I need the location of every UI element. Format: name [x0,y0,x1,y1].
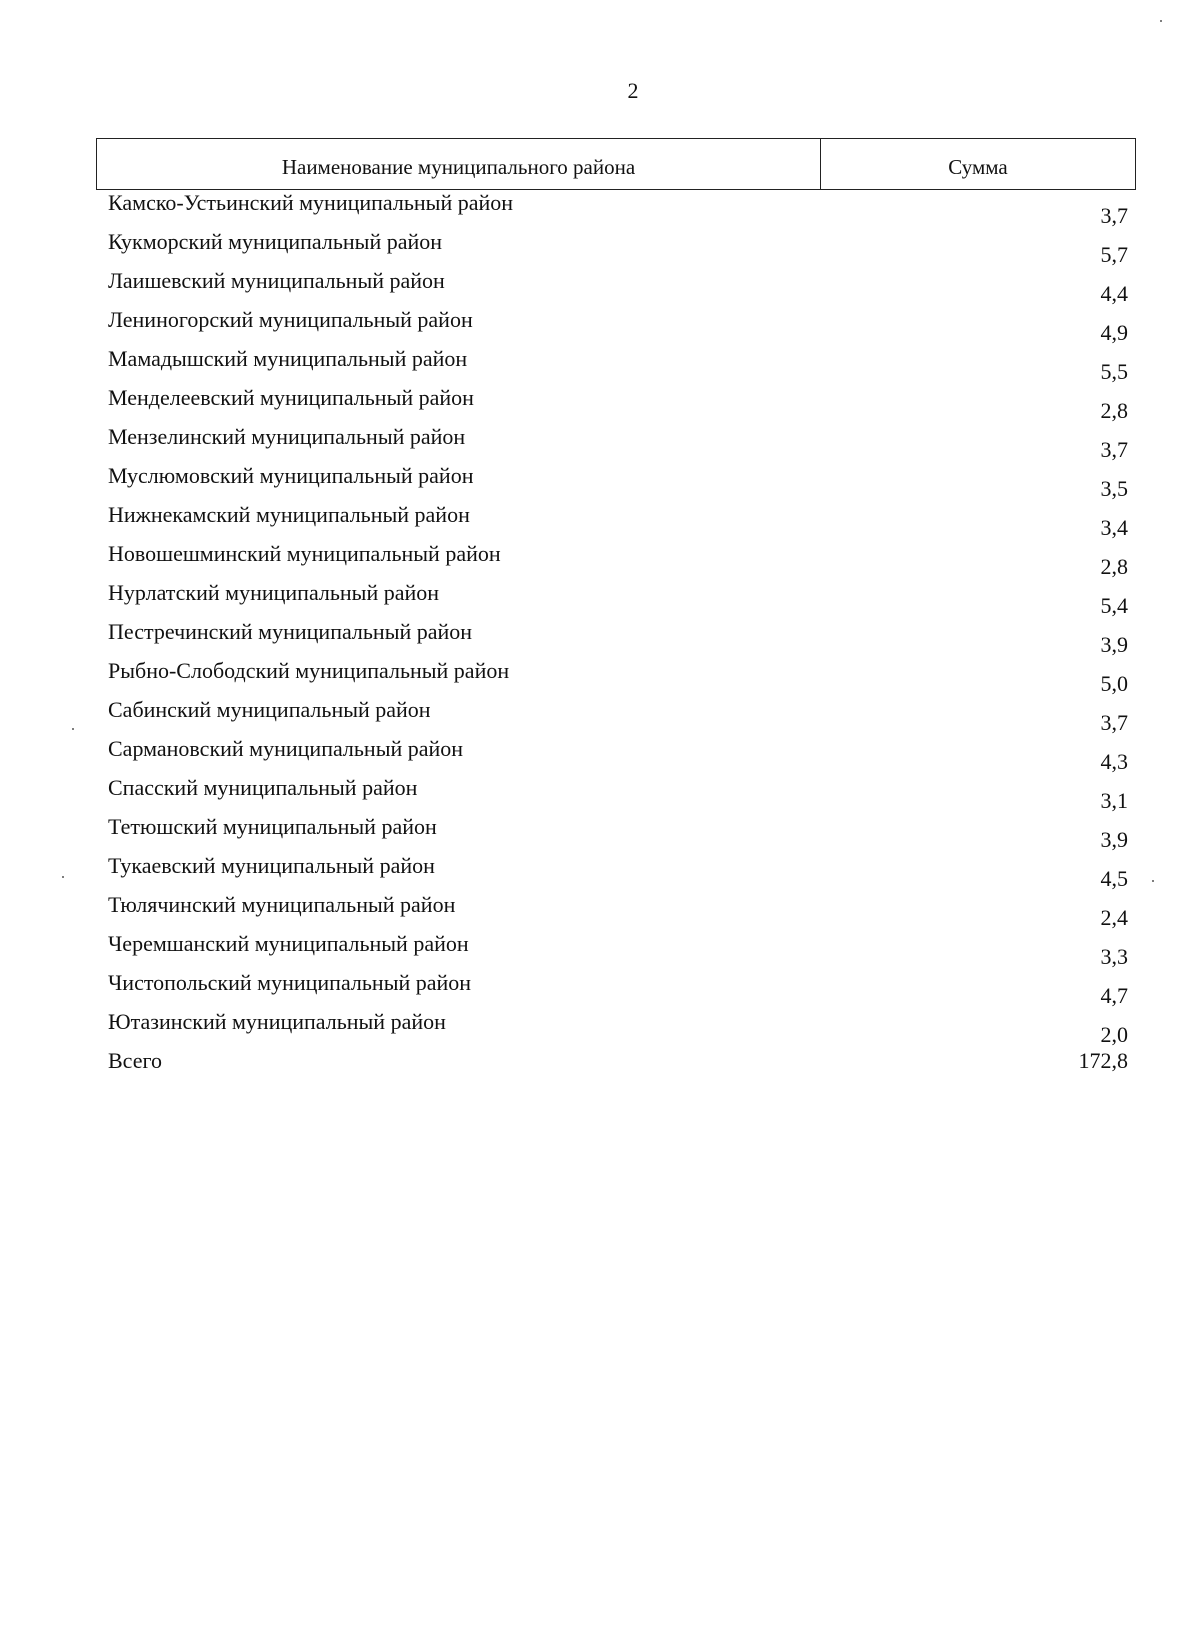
district-name: Тетюшский муниципальный район [108,814,437,839]
district-name: Рыбно-Слободский муниципальный район [108,658,510,683]
district-sum: 2,0 [1100,1022,1128,1047]
page-number: 2 [627,78,639,103]
total-label: Всего [108,1048,162,1073]
district-sum: 4,3 [1100,749,1128,774]
table-row [108,892,1128,931]
district-name: Спасский муниципальный район [108,775,418,800]
district-sum: 3,5 [1100,476,1128,501]
table-row [108,931,1128,970]
district-sum: 3,4 [1100,515,1128,540]
district-name: Мамадышский муниципальный район [108,346,468,371]
total-value: 172,8 [1078,1048,1128,1073]
district-name: Нижнекамский муниципальный район [108,502,470,527]
district-name: Менделеевский муниципальный район [108,385,474,410]
district-sum: 3,1 [1100,788,1128,813]
district-sum: 4,5 [1100,866,1128,891]
district-name: Тюлячинский муниципальный район [108,892,456,917]
district-name: Кукморский муниципальный район [108,229,443,254]
district-sum: 2,8 [1100,554,1128,579]
district-sum: 2,8 [1100,398,1128,423]
district-name: Сабинский муниципальный район [108,697,431,722]
column-header-name: Наименование муниципального района [97,139,821,189]
table-row [108,502,1128,541]
district-sum: 5,5 [1100,359,1128,384]
table-row [108,424,1128,463]
district-name: Камско-Устьинский муниципальный район [108,190,514,215]
table-row [108,619,1128,658]
table-row [108,697,1128,736]
table-row [108,463,1128,502]
district-sum: 5,7 [1100,242,1128,267]
district-name: Пестречинский муниципальный район [108,619,473,644]
scan-speck [1152,880,1154,882]
scan-speck [1160,20,1162,22]
table-row [108,307,1128,346]
district-name: Лаишевский муниципальный район [108,268,445,293]
district-name: Муслюмовский муниципальный район [108,463,474,488]
table-row [108,229,1128,268]
district-sum: 5,4 [1100,593,1128,618]
table-header [96,138,1136,190]
table-row [108,580,1128,619]
district-sum: 3,7 [1100,710,1128,735]
scan-speck [72,728,74,730]
table-row [108,268,1128,307]
table-row [108,541,1128,580]
district-name: Мензелинский муниципальный район [108,424,466,449]
table-row [108,385,1128,424]
district-sum: 5,0 [1100,671,1128,696]
district-sum: 3,3 [1100,944,1128,969]
table-row [108,970,1128,1009]
table-row [108,1009,1128,1048]
district-sum: 3,9 [1100,827,1128,852]
district-sum: 3,7 [1100,203,1128,228]
district-name: Сармановский муниципальный район [108,736,464,761]
table-row [108,736,1128,775]
district-sum: 3,9 [1100,632,1128,657]
table-row [108,346,1128,385]
district-name: Черемшанский муниципальный район [108,931,469,956]
district-sum: 4,7 [1100,983,1128,1008]
table-row [108,658,1128,697]
table-row [108,853,1128,892]
district-sum: 2,4 [1100,905,1128,930]
district-name: Тукаевский муниципальный район [108,853,435,878]
district-sum: 4,4 [1100,281,1128,306]
district-name: Лениногорский муниципальный район [108,307,473,332]
district-name: Нурлатский муниципальный район [108,580,440,605]
table-row [108,814,1128,853]
district-name: Новошешминский муниципальный район [108,541,501,566]
total-row [108,1048,1128,1087]
column-header-sum: Сумма [948,154,1008,179]
district-sum: 4,9 [1100,320,1128,345]
scan-speck [62,876,64,878]
table-row [108,775,1128,814]
district-name: Чистопольский муниципальный район [108,970,472,995]
table-row [108,190,1128,229]
district-name: Ютазинский муниципальный район [108,1009,446,1034]
district-sum: 3,7 [1100,437,1128,462]
table-body [108,190,1128,1087]
